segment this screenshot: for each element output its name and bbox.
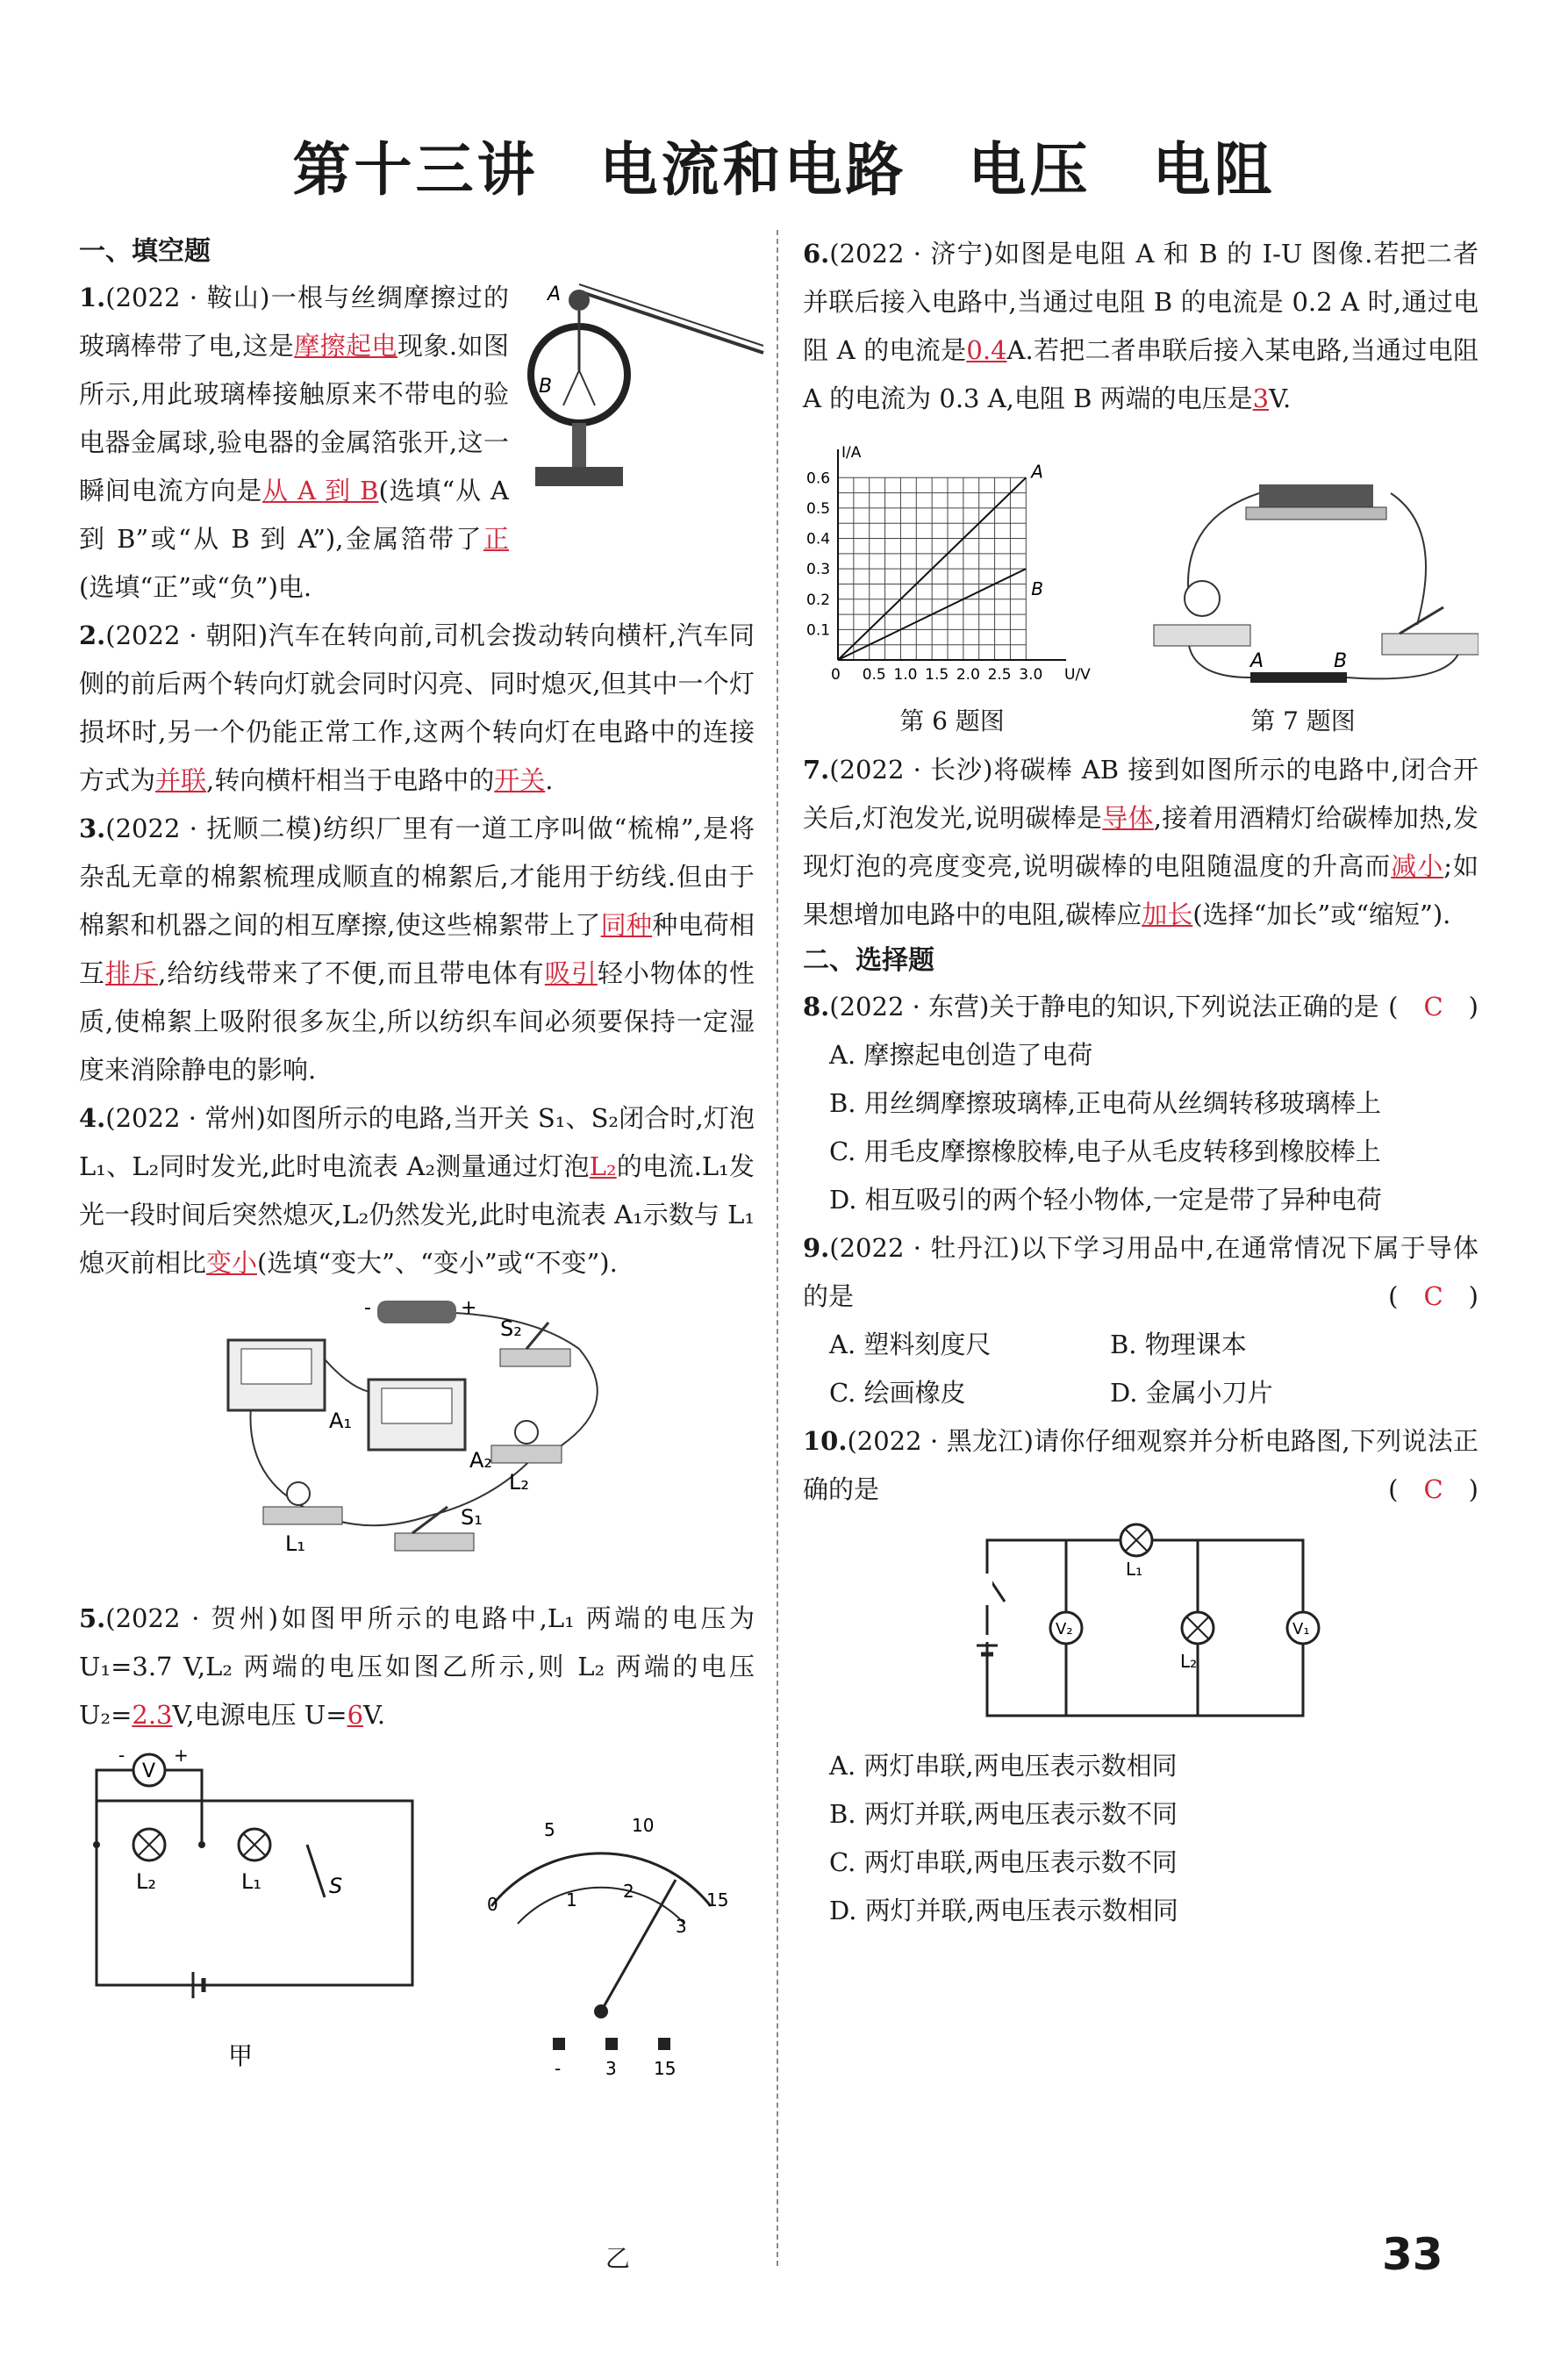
voltmeter-V: V — [142, 1760, 156, 1782]
q9-stem: (2022 · 牡丹江)以下学习用品中,在通常情况下属于导体的是 — [803, 1233, 1479, 1311]
q1-text-2: 现象.如图所示,用此玻璃棒接触原来不带电的验电器金属球,验电器的金属箔张开,这一瞬间电流方向是 — [79, 331, 509, 505]
series-label-B: B — [1031, 578, 1044, 600]
q5-answer-1: 2.3 — [132, 1700, 173, 1730]
x-tick-label: 2.0 — [956, 666, 980, 684]
q5-text-1: (2022 · 贺州)如图甲所示的电路中,L₁ 两端的电压为 U₁=3.7 V,L₂ 两端的电压如图乙所示,则 L₂ 两端的电压 U₂= — [79, 1603, 755, 1730]
label-B: B — [539, 376, 553, 398]
x-tick-label: 3.0 — [1019, 666, 1043, 684]
series-label-A: A — [1031, 461, 1043, 483]
x-axis-label: U/V — [1064, 666, 1091, 684]
y-tick-label: 0.2 — [806, 591, 831, 609]
question-1 — [79, 274, 755, 612]
q9-option-a: A. 塑料刻度尺 — [829, 1330, 992, 1359]
label-S1: S₁ — [461, 1505, 483, 1530]
q5-text-2: V,电源电压 U= — [172, 1700, 347, 1730]
dial-10: 10 — [632, 1815, 655, 1836]
q7-text-1: (2022 · 长沙)将碳棒 AB 接到如图所示的电路中,闭合开关后,灯泡发光,说明碳棒是 — [803, 755, 1479, 833]
question-4 — [79, 1094, 755, 1287]
q9-option-d: D. 金属小刀片 — [1110, 1378, 1273, 1408]
q4-answer-2: 变小 — [206, 1248, 258, 1278]
q7-number: 7. — [803, 755, 830, 785]
label-L2: L₂ — [136, 1869, 156, 1894]
q4-circuit-figure — [211, 1296, 702, 1577]
y-tick-label: 0.1 — [806, 621, 831, 640]
q8-stem: (2022 · 东营)关于静电的知识,下列说法正确的是 — [829, 992, 1379, 1022]
q1-answer-3: 正 — [483, 524, 509, 554]
dial-0: 0 — [487, 1894, 498, 1915]
section-choice-heading: 二、选择题 — [803, 945, 934, 976]
q9-options-row-2 — [803, 1369, 1479, 1417]
q7-answer-1: 导体 — [1102, 803, 1154, 833]
y-tick-label: 0.6 — [806, 470, 831, 488]
dial-1: 1 — [566, 1889, 577, 1911]
q5-figures — [79, 1748, 755, 2082]
terminal-minus: - — [555, 2058, 562, 2079]
label-S: S — [329, 1874, 343, 1898]
question-10 — [803, 1417, 1479, 1514]
dial-3: 3 — [676, 1916, 687, 1937]
q3-answer-2: 排斥 — [105, 958, 159, 988]
left-column — [79, 230, 755, 2273]
q10-answer-paren: ( C ) — [1388, 1474, 1479, 1504]
right-column — [803, 230, 1479, 1935]
label-L1: L₁ — [1126, 1559, 1143, 1580]
page-number: 33 — [1382, 2229, 1443, 2280]
label-A2: A₂ — [469, 1448, 493, 1473]
question-3 — [79, 805, 755, 1094]
q9-answer-paren: ( C ) — [1388, 1281, 1479, 1311]
q10-option-a: A. 两灯串联,两电压表示数相同 — [829, 1751, 1178, 1781]
q9-options-row-1 — [803, 1321, 1479, 1369]
q9-answer: C — [1423, 1281, 1443, 1311]
label-B: B — [1334, 650, 1348, 672]
dial-2: 2 — [623, 1881, 634, 1902]
question-7 — [803, 746, 1479, 939]
q3-answer-3: 吸引 — [544, 958, 598, 988]
q10-option-b: B. 两灯并联,两电压表示数不同 — [829, 1799, 1178, 1829]
q3-text-2: 种电荷相互 — [79, 910, 755, 988]
q10-option-c: C. 两灯串联,两电压表示数不同 — [829, 1847, 1178, 1877]
q8-option-d: D. 相互吸引的两个轻小物体,一定是带了异种电荷 — [829, 1185, 1382, 1215]
q7-text-4: (选择“加长”或“缩短”). — [1192, 900, 1451, 929]
q3-text-3: ,给纺线带来了不便,而且带电体有 — [158, 958, 545, 988]
label-V1: V₁ — [1292, 1620, 1310, 1638]
terminal-3: 3 — [605, 2058, 617, 2079]
section-fill-heading: 一、填空题 — [79, 236, 211, 267]
label-A: A — [1250, 650, 1264, 672]
q6-answer-1: 0.4 — [966, 335, 1007, 365]
q5-answer-2: 6 — [347, 1700, 364, 1730]
q6-figure — [803, 441, 1101, 737]
q3-number: 3. — [79, 814, 106, 843]
y-axis-label: I/A — [841, 444, 862, 462]
q6-text-3: V. — [1269, 384, 1292, 413]
q7-caption: 第 7 题图 — [1250, 706, 1356, 735]
q2-text-3: . — [545, 765, 554, 795]
label-plus: + — [174, 1748, 189, 1766]
q10-stem: (2022 · 黑龙江)请你仔细观察并分析电路图,下列说法正确的是 — [803, 1426, 1479, 1504]
q7-circuit — [1128, 441, 1479, 695]
q2-number: 2. — [79, 620, 106, 650]
iu-chart — [803, 441, 1101, 695]
question-9 — [803, 1224, 1479, 1321]
q2-answer-1: 并联 — [155, 765, 207, 795]
electroscope-figure — [509, 274, 772, 511]
x-tick-label: 2.5 — [987, 666, 1012, 684]
q4-number: 4. — [79, 1103, 106, 1133]
label-A: A — [548, 283, 562, 305]
label-L2: L₂ — [509, 1470, 529, 1495]
question-2 — [79, 612, 755, 805]
q1-text-4: (选填“正”或“负”)电. — [79, 572, 312, 602]
q4-text-3: (选填“变大”、“变小”或“不变”). — [257, 1248, 618, 1278]
q1-number: 1. — [79, 283, 106, 312]
caption-yi-text: 乙 — [605, 2244, 631, 2273]
dial-5: 5 — [544, 1819, 555, 1840]
q6-answer-2: 3 — [1252, 384, 1270, 413]
label-L1: L₁ — [241, 1869, 261, 1894]
q3-text-1: (2022 · 抚顺二模)纺织厂里有一道工序叫做“梳棉”,是将杂乱无章的棉絮梳理成顺直的棉絮后,才能用于纺线.但由于棉絮和机器之间的相互摩擦,使这些棉絮带上了 — [79, 814, 755, 940]
q7-text-3: ;如果想增加电路中的电阻,碳棒应 — [803, 851, 1479, 929]
q5-number: 5. — [79, 1603, 106, 1633]
q1-text-3: (选填“从 A 到 B”或“从 B 到 A”),金属箔带了 — [79, 476, 509, 554]
q9-number: 9. — [803, 1233, 830, 1263]
x-tick-label: 1.5 — [925, 666, 949, 684]
q10-answer: C — [1423, 1474, 1443, 1504]
q1-answer-2: 从 A 到 B — [262, 476, 379, 505]
y-tick-label: 0.4 — [806, 530, 831, 548]
q2-text-2: ,转向横杆相当于电路中的 — [206, 765, 495, 795]
label-L2: L₂ — [1180, 1651, 1198, 1672]
q1-text-1: (2022 · 鞍山)一根与丝绸摩擦过的玻璃棒带了电,这是 — [79, 283, 509, 361]
dial-15: 15 — [706, 1889, 729, 1911]
q10-option-d: D. 两灯并联,两电压表示数相同 — [829, 1896, 1178, 1925]
question-8 — [803, 983, 1479, 1031]
label-minus: - — [364, 1297, 371, 1319]
q8-number: 8. — [803, 992, 830, 1022]
q10-circuit — [970, 1523, 1321, 1733]
q4-text-1: (2022 · 常州)如图所示的电路,当开关 S₁、S₂闭合时,灯泡 L₁、L₂同时发光,此时电流表 A₂测量通过灯泡 — [79, 1103, 755, 1181]
q10-number: 10. — [803, 1426, 848, 1456]
q9-option-c: C. 绘画橡皮 — [829, 1378, 966, 1408]
label-S2: S₂ — [500, 1316, 522, 1341]
q6-text-1: (2022 · 济宁)如图是电阻 A 和 B 的 I-U 图像.若把二者并联后接入电路中,当通过电阻 B 的电流是 0.2 A 时,通过电阻 A 的电流是 — [803, 239, 1479, 365]
terminal-15: 15 — [654, 2058, 677, 2079]
q7-text-2: ,接着用酒精灯给碳棒加热,发现灯泡的亮度变亮,说明碳棒的电阻随温度的升高而 — [803, 803, 1479, 881]
q1-answer-1: 摩擦起电 — [294, 331, 397, 361]
column-divider — [777, 230, 778, 2266]
label-minus: - — [118, 1748, 125, 1766]
q2-answer-2: 开关 — [494, 765, 546, 795]
y-tick-label: 0.5 — [806, 499, 831, 518]
q4-answer-1: L₂ — [589, 1151, 617, 1181]
q3-answer-1: 同种 — [600, 910, 653, 940]
q7-answer-3: 加长 — [1142, 900, 1193, 929]
caption-jia: 甲 — [228, 2041, 254, 2070]
q2-text-1: (2022 · 朝阳)汽车在转向前,司机会拨动转向横杆,汽车同侧的前后两个转向灯就会同时闪亮、同时熄灭,但其中一个灯损坏时,另一个仍能正常工作,这两个转向灯在电路中的连接方式为 — [79, 620, 755, 795]
q3-text-4: 轻小物体的性质,使棉絮上吸附很多灰尘,所以纺织车间必须要保持一定湿度来消除静电的影响. — [79, 958, 755, 1085]
question-6 — [803, 230, 1479, 423]
q4-text-2: 的电流.L₁发光一段时间后突然熄灭,L₂仍然发光,此时电流表 A₁示数与 L₁熄灭前相比 — [79, 1151, 755, 1278]
x-tick-label: 0 — [831, 666, 841, 684]
q9-option-b: B. 物理课本 — [1110, 1330, 1247, 1359]
question-5 — [79, 1595, 755, 1739]
q6-number: 6. — [803, 239, 830, 269]
q7-figure — [1128, 441, 1479, 737]
page-title: 第十三讲 电流和电路 电压 电阻 — [292, 136, 1276, 204]
q8-option-b: B. 用丝绸摩擦玻璃棒,正电荷从丝绸转移玻璃棒上 — [829, 1088, 1381, 1118]
q8-answer: C — [1423, 992, 1443, 1022]
q7-answer-2: 减小 — [1391, 851, 1444, 881]
y-tick-label: 0.3 — [806, 561, 831, 579]
q6-caption: 第 6 题图 — [899, 706, 1005, 735]
label-A1: A₁ — [329, 1409, 353, 1433]
q8-option-a: A. 摩擦起电创造了电荷 — [829, 1040, 1093, 1070]
label-plus: + — [461, 1297, 477, 1319]
q5-text-3: V. — [363, 1700, 386, 1730]
q6-text-2: A.若把二者串联后接入某电路,当通过电阻 A 的电流为 0.3 A,电阻 B 两端的电压是 — [803, 335, 1479, 413]
x-tick-label: 0.5 — [862, 666, 886, 684]
x-tick-label: 1.0 — [893, 666, 918, 684]
q8-option-c: C. 用毛皮摩擦橡胶棒,电子从毛皮转移到橡胶棒上 — [829, 1136, 1381, 1166]
q8-answer-paren: ( C ) — [1388, 992, 1479, 1022]
label-V2: V₂ — [1056, 1620, 1073, 1638]
label-L1: L₁ — [285, 1531, 305, 1556]
